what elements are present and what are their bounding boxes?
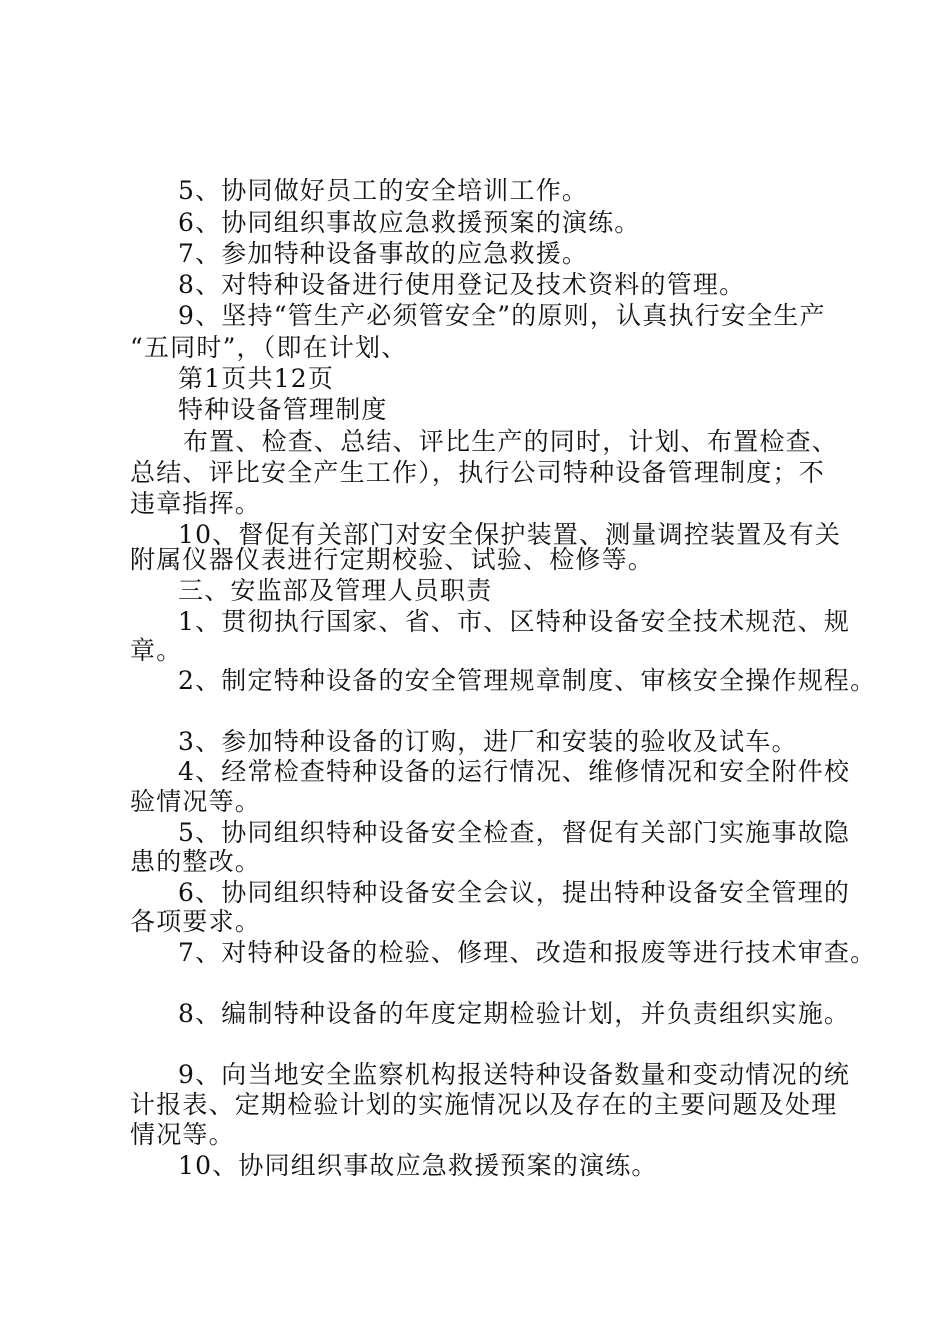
paragraph-line: 章。	[130, 636, 183, 665]
paragraph-line: 情况等。	[130, 1120, 235, 1149]
paragraph-line: 计报表、定期检验计划的实施情况以及存在的主要问题及处理	[130, 1090, 838, 1119]
paragraph-line: 5、协同做好员工的安全培训工作。	[178, 176, 589, 205]
paragraph-line: 9、坚持“管生产必须管安全”的原则，认真执行安全生产	[178, 301, 826, 330]
paragraph-line: 5、协同组织特种设备安全检查，督促有关部门实施事故隐	[178, 818, 851, 847]
paragraph-line: 10、协同组织事故应急救援预案的演练。	[178, 1151, 658, 1180]
paragraph-line: 布置、检查、总结、评比生产的同时，计划、布置检查、	[183, 427, 839, 456]
paragraph-line: 7、对特种设备的检验、修理、改造和报废等进行技术审查。	[178, 938, 877, 967]
paragraph-line: 附属仪器仪表进行定期校验、试验、检修等。	[130, 545, 655, 574]
paragraph-line: 各项要求。	[130, 907, 262, 936]
paragraph-line: 6、协同组织特种设备安全会议，提出特种设备安全管理的	[178, 878, 851, 907]
page-footer: 第1页共12页	[178, 364, 335, 393]
page-header: 特种设备管理制度	[178, 395, 388, 424]
paragraph-line: 7、参加特种设备事故的应急救援。	[178, 239, 589, 268]
paragraph-line: 10、督促有关部门对安全保护装置、测量调控装置及有关	[178, 520, 842, 549]
paragraph-line: 患的整改。	[130, 847, 262, 876]
section-heading: 三、安监部及管理人员职责	[178, 576, 493, 605]
paragraph-line: 9、向当地安全监察机构报送特种设备数量和变动情况的统	[178, 1060, 851, 1089]
paragraph-line: 1、贯彻执行国家、省、市、区特种设备安全技术规范、规	[178, 607, 851, 636]
paragraph-line: 总结、评比安全产生工作），执行公司特种设备管理制度；不	[130, 458, 825, 487]
paragraph-line: 3、参加特种设备的订购，进厂和安装的验收及试车。	[178, 727, 798, 756]
paragraph-line: 8、对特种设备进行使用登记及技术资料的管理。	[178, 270, 746, 299]
paragraph-line: 6、协同组织事故应急救援预案的演练。	[178, 208, 641, 237]
paragraph-line: 2、制定特种设备的安全管理规章制度、审核安全操作规程。	[178, 666, 877, 695]
paragraph-line: 验情况等。	[130, 787, 262, 816]
paragraph-line: 8、编制特种设备的年度定期检验计划，并负责组织实施。	[178, 999, 851, 1028]
paragraph-line: “五同时”，（即在计划、	[130, 333, 408, 362]
paragraph-line: 4、经常检查特种设备的运行情况、维修情况和安全附件校	[178, 757, 851, 786]
paragraph-line: 违章指挥。	[130, 489, 262, 518]
